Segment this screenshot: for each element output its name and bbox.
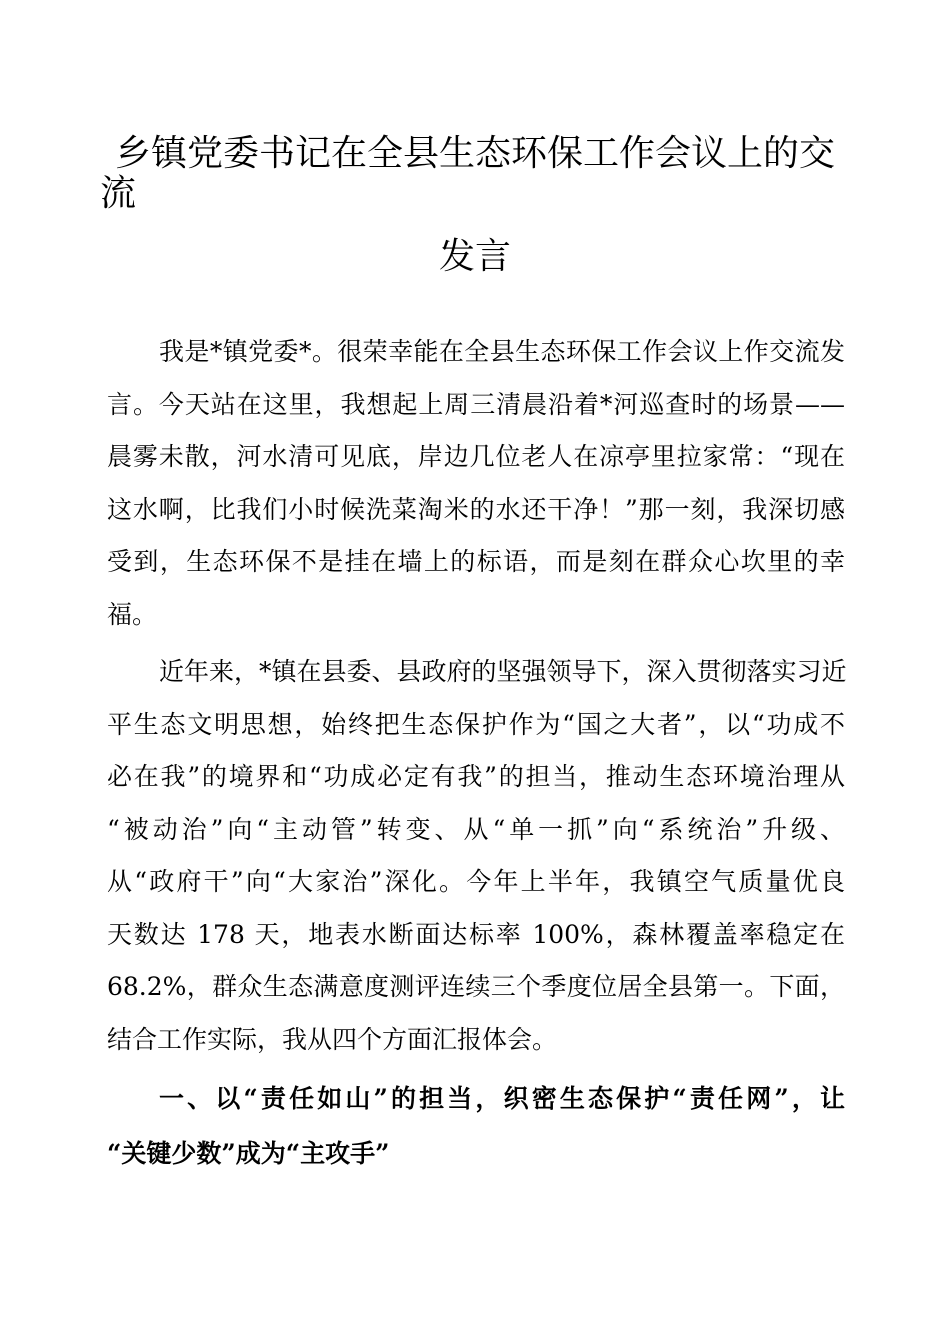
text-line: 天数达 178 天，地表水断面达标率 100%，森林覆盖率稳定在 <box>107 919 845 949</box>
text-line: 近年来，*镇在县委、县政府的坚强领导下，深入贯彻落实习近 <box>159 657 847 686</box>
text-line: 必在我”的境界和“功成必定有我”的担当，推动生态环境治理从 <box>107 762 845 791</box>
title-line-1: 乡镇党委书记在全县生态环保工作会议上的交流 <box>100 133 835 214</box>
document-body <box>107 326 845 1186</box>
text-line: 平生态文明思想，始终把生态保护作为“国之大者”，以“功成不 <box>107 709 845 739</box>
section-heading-1 <box>107 1071 845 1181</box>
text-line: 福。 <box>107 599 158 629</box>
heading-line: “关键少数”成为“主攻手” <box>107 1139 390 1168</box>
text-line: 结合工作实际，我从四个方面汇报体会。 <box>107 1024 558 1054</box>
heading-line: 一、以“责任如山”的担当，织密生态保护“责任网”，让 <box>159 1084 845 1113</box>
text-line: 我是*镇党委*。很荣幸能在全县生态环保工作会议上作交流发 <box>159 337 845 366</box>
text-line: 言。今天站在这里，我想起上周三清晨沿着*河巡查时的场景—— <box>107 389 845 419</box>
text-line: 68.2%，群众生态满意度测评连续三个季度位居全县第一。下面， <box>107 972 845 1001</box>
text-line: “被动治”向“主动管”转变、从“单一抓”向“系统治”升级、 <box>107 814 845 844</box>
text-line: 受到，生态环保不是挂在墙上的标语，而是刻在群众心坎里的幸 <box>107 547 845 576</box>
text-line: 这水啊，比我们小时候洗菜淘米的水还干净！”那一刻，我深切感 <box>107 494 845 524</box>
text-line: 晨雾未散，河水清可见底，岸边几位老人在凉亭里拉家常：“现在 <box>107 442 845 471</box>
title-line-2: 发言 <box>438 236 511 277</box>
paragraph-2 <box>107 646 845 1066</box>
paragraph-1 <box>107 326 845 641</box>
text-line: 从“政府干”向“大家治”深化。今年上半年，我镇空气质量优良 <box>107 867 845 896</box>
